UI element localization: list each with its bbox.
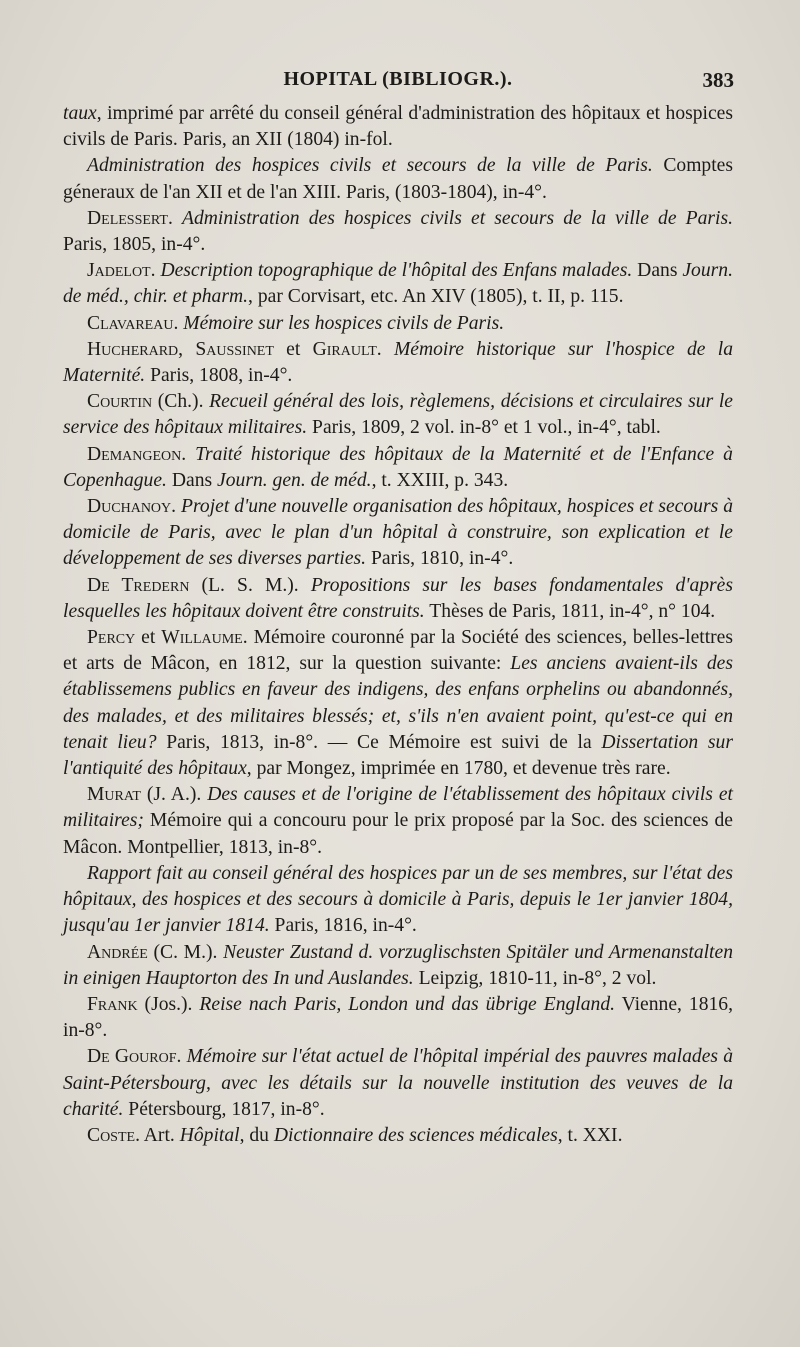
entry-title: Administration des hospices civils et secours de la ville de Paris. bbox=[87, 155, 653, 177]
entry-author: Demangeon. bbox=[87, 443, 187, 465]
bibliography-entry bbox=[63, 337, 733, 389]
bibliography-entry bbox=[63, 206, 733, 258]
bibliography-entry bbox=[63, 1123, 733, 1149]
entry-text: Comptes géneraux de l'an XII et de l'an XIII. Paris, (1803-1804), in-4°. bbox=[63, 155, 733, 203]
entry-title: Mémoire historique sur l'hospice de la Maternité. bbox=[63, 338, 734, 387]
entry-text: Vienne, 1816, in-8°. bbox=[63, 993, 734, 1042]
bibliography-entry bbox=[63, 940, 733, 992]
entry-text: Saussinet bbox=[195, 338, 274, 360]
page-header bbox=[62, 68, 734, 100]
entry-author: Clavareau. bbox=[87, 312, 179, 334]
entry-author: Courtin bbox=[87, 391, 153, 413]
entry-text: Thèses de Paris, 1811, in-4°, n° 104. bbox=[424, 600, 716, 622]
bibliography-entry bbox=[63, 625, 733, 782]
entry-text: , t. XXIII, p. 343. bbox=[371, 469, 509, 491]
entry-author: Frank bbox=[87, 993, 138, 1015]
entry-title: Rapport fait au conseil général des hospices par un de ses membres, sur l'état des hôpitaux, des hospices et des secours à domicile à Paris, depuis le 1er janvier 1804, jusqu'au 1er janvier 1814. bbox=[63, 862, 733, 937]
entry-text: (Jos.). bbox=[137, 993, 200, 1015]
entry-text: Paris, 1816, in-4°. bbox=[269, 915, 417, 937]
entry-title: Mémoire sur les hospices civils de Paris. bbox=[183, 312, 505, 334]
entry-title: Administration des hospices civils et secours de la ville de Paris. bbox=[182, 207, 733, 229]
entry-author: Percy bbox=[87, 627, 136, 649]
entry-text: (Ch.). bbox=[152, 391, 210, 413]
entry-text: Mémoire couronné par la Société des sciences, belles-lettres et arts de Mâcon, en 1812, sur la question suivante: bbox=[63, 627, 734, 675]
entry-text: (J. A.). bbox=[140, 784, 208, 806]
entry-author: De Tredern bbox=[87, 574, 190, 596]
entry-title: Dissertation sur l'antiquité des hôpitaux bbox=[63, 731, 733, 780]
entry-title: Projet d'une nouvelle organisation des hôpitaux, hospices et secours à domicile de Paris, avec le plan d'un hôpital à construire, son explication et le développement de ses diverses parties. bbox=[63, 496, 733, 570]
bibliography-entry bbox=[63, 389, 733, 441]
bibliography-entry bbox=[63, 992, 733, 1044]
entry-text: Willaume. bbox=[161, 627, 248, 649]
bibliography-entry bbox=[63, 861, 733, 940]
entry-text bbox=[382, 339, 394, 360]
bibliography-entry bbox=[63, 311, 733, 337]
entry-text: , par Corvisart, etc. An XIV (1805), t. II, p. 115. bbox=[248, 286, 624, 308]
entry-author: Duchanoy. bbox=[87, 496, 177, 518]
bibliography-entry bbox=[63, 101, 733, 153]
bibliography-entry bbox=[63, 782, 733, 861]
entry-text bbox=[173, 208, 182, 229]
entry-text: Dans bbox=[166, 469, 218, 491]
bibliography-entry bbox=[63, 442, 733, 494]
entry-title: Traité historique des hôpitaux de la Maternité et de l'Enfance à Copenhague. bbox=[63, 443, 733, 491]
entry-author: Murat bbox=[87, 784, 141, 806]
entry-text: Dans bbox=[632, 260, 683, 282]
bibliography-entry bbox=[63, 258, 733, 310]
entry-title: Propositions sur les bases fondamentales d'après lesquelles les hôpitaux doivent être construits. bbox=[63, 574, 733, 622]
entry-author: Coste. bbox=[87, 1124, 140, 1146]
bibliography-entry bbox=[63, 573, 733, 625]
page-number: 383 bbox=[702, 68, 734, 92]
entry-text bbox=[186, 444, 195, 465]
entry-text: Art. bbox=[139, 1124, 180, 1146]
running-title: HOPITAL (BIBLIOGR.). bbox=[283, 68, 513, 90]
entry-title: taux bbox=[63, 103, 97, 124]
entry-author: Hucherard bbox=[87, 338, 179, 360]
entry-title: Journ. de méd., chir. et pharm. bbox=[63, 260, 733, 308]
entry-text: Paris, 1805, in-4°. bbox=[63, 234, 206, 256]
entry-text: Paris, 1810, in-4°. bbox=[366, 548, 514, 570]
entry-author: Delessert. bbox=[87, 207, 173, 229]
entry-text: et bbox=[135, 627, 162, 649]
entry-title: Hôpital bbox=[179, 1124, 240, 1146]
entry-title: Dictionnaire des sciences médicales bbox=[273, 1124, 558, 1146]
entry-text: Leipzig, 1810-11, in-8°, 2 vol. bbox=[413, 967, 657, 989]
entry-text: , imprimé par arrêté du conseil général d'administration des hôpitaux et hospices civils de Paris. Paris, an XII (1804) in-fol. bbox=[63, 103, 733, 151]
entry-author: Andrée bbox=[87, 941, 148, 963]
bibliography-entry bbox=[63, 494, 733, 573]
entry-text: Girault. bbox=[312, 338, 382, 360]
entry-author: De Gourof. bbox=[87, 1046, 182, 1068]
entry-text: Mémoire qui a concouru pour le prix proposé par la Soc. des sciences de Mâcon. Montpellier, 1813, in-8°. bbox=[63, 810, 733, 858]
entry-text: , bbox=[178, 338, 196, 360]
bibliography-entry bbox=[63, 1044, 733, 1123]
entry-text: , du bbox=[239, 1124, 274, 1146]
entry-title: Neuster Zustand d. vorzuglischsten Spitäler und Armenanstalten in einigen Hauptorton des In und Auslandes. bbox=[63, 941, 733, 989]
entry-text: (C. M.). bbox=[147, 941, 224, 963]
entry-text: (L. S. M.). bbox=[189, 574, 311, 596]
bibliography-text bbox=[63, 101, 733, 1149]
bibliography-entry bbox=[63, 153, 733, 205]
entry-text: , par Mongez, imprimée en 1780, et devenue très rare. bbox=[246, 758, 671, 780]
entry-title: Mémoire sur l'état actuel de l'hôpital impérial des pauvres malades à Saint-Pétersbourg, avec les détails sur la nouvelle institution des veuves de la charité. bbox=[63, 1046, 734, 1120]
entry-title: Description topographique de l'hôpital des Enfans malades. bbox=[160, 260, 633, 282]
entry-text: Pétersbourg, 1817, in-8°. bbox=[123, 1098, 325, 1120]
entry-text: et bbox=[273, 338, 313, 360]
entry-text: , t. XXI. bbox=[557, 1124, 623, 1146]
entry-text: Paris, 1813, in-8°. — Ce Mémoire est suivi de la bbox=[156, 731, 602, 753]
entry-title: Recueil général des lois, règlemens, décisions et circulaires sur le service des hôpitaux militaires. bbox=[63, 391, 733, 439]
entry-title: Les anciens avaient-ils des établissemens publics en faveur des indigens, des enfans orphelins ou abandonnés, des malades, et des militaires blessés; et, s'ils n'en avaient point, qu'est-ce qui en tenait lieu? bbox=[63, 653, 733, 753]
entry-title: Journ. gen. de méd. bbox=[217, 469, 372, 491]
entry-title: Des causes et de l'origine de l'établissement des hôpitaux civils et militaires; bbox=[63, 784, 733, 832]
entry-author: Jadelot. bbox=[87, 260, 156, 282]
entry-text: Paris, 1808, in-4°. bbox=[145, 365, 293, 387]
entry-title: Reise nach Paris, London und das übrige England. bbox=[199, 993, 616, 1015]
entry-text: Paris, 1809, 2 vol. in-8° et 1 vol., in-4°, tabl. bbox=[307, 417, 661, 439]
